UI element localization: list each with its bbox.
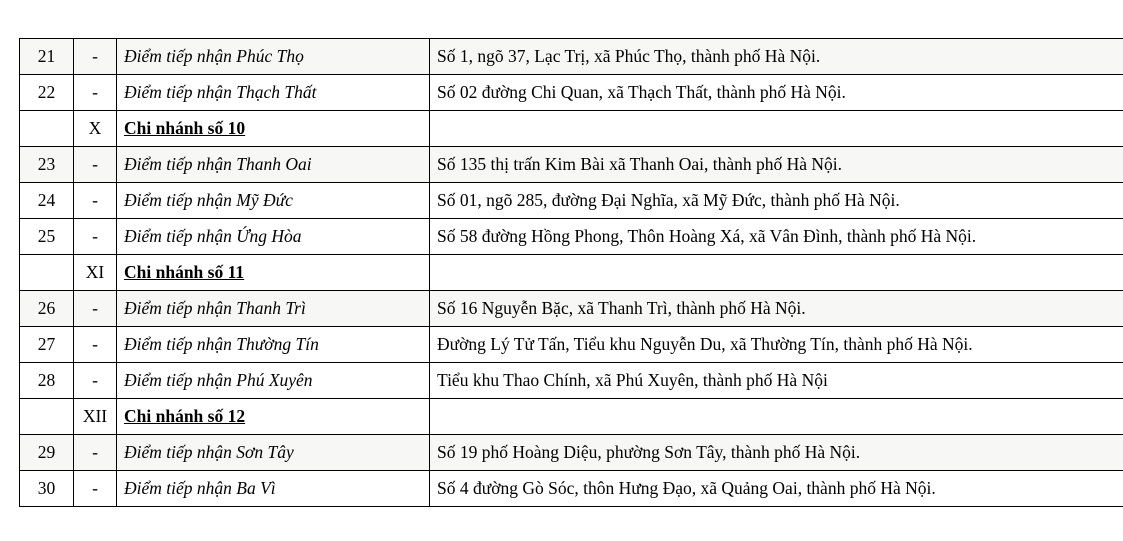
- branch-name-text: Chi nhánh số 10: [124, 117, 246, 138]
- row-name: [117, 75, 430, 111]
- row-number: 29: [20, 435, 74, 471]
- row-name: [117, 219, 430, 255]
- row-address: Số 58 đường Hồng Phong, Thôn Hoàng Xá, xã Vân Đình, thành phố Hà Nội.: [430, 219, 1123, 255]
- row-name: [117, 183, 430, 219]
- row-name-text: Điểm tiếp nhận Sơn Tây: [124, 441, 294, 462]
- row-name: [117, 291, 430, 327]
- row-mark: -: [74, 471, 117, 507]
- row-name-text: Điểm tiếp nhận Thanh Trì: [124, 297, 306, 318]
- row-number: 23: [20, 147, 74, 183]
- row-number: 21: [20, 39, 74, 75]
- branch-row: [20, 255, 1123, 291]
- table-body: [20, 39, 1123, 507]
- row-name-text: Điểm tiếp nhận Ba Vì: [124, 477, 276, 498]
- row-name-text: Điểm tiếp nhận Phú Xuyên: [124, 369, 313, 390]
- branch-name: [117, 399, 430, 435]
- row-name: [117, 471, 430, 507]
- row-address: [430, 111, 1123, 147]
- row-name: [117, 327, 430, 363]
- row-name-text: Điểm tiếp nhận Thường Tín: [124, 333, 319, 354]
- row-address: [430, 399, 1123, 435]
- table-row: [20, 435, 1123, 471]
- row-name-text: Điểm tiếp nhận Thanh Oai: [124, 153, 312, 174]
- row-mark: -: [74, 363, 117, 399]
- row-mark: -: [74, 75, 117, 111]
- row-address: Số 02 đường Chi Quan, xã Thạch Thất, thành phố Hà Nội.: [430, 75, 1123, 111]
- row-mark: XI: [74, 255, 117, 291]
- row-name: [117, 435, 430, 471]
- row-mark: -: [74, 39, 117, 75]
- row-mark: -: [74, 183, 117, 219]
- row-number: [20, 399, 74, 435]
- branch-name: [117, 255, 430, 291]
- row-number: [20, 111, 74, 147]
- row-number: 22: [20, 75, 74, 111]
- row-address: [430, 255, 1123, 291]
- row-address: Số 1, ngõ 37, Lạc Trị, xã Phúc Thọ, thành phố Hà Nội.: [430, 39, 1123, 75]
- table-row: [20, 363, 1123, 399]
- row-name-text: Điểm tiếp nhận Thạch Thất: [124, 81, 317, 102]
- row-name-text: Điểm tiếp nhận Ứng Hòa: [124, 225, 302, 246]
- table-row: [20, 291, 1123, 327]
- row-mark: XII: [74, 399, 117, 435]
- branch-row: [20, 111, 1123, 147]
- row-number: [20, 255, 74, 291]
- row-mark: -: [74, 219, 117, 255]
- row-address: Tiểu khu Thao Chính, xã Phú Xuyên, thành phố Hà Nội: [430, 363, 1123, 399]
- row-address: Số 4 đường Gò Sóc, thôn Hưng Đạo, xã Quảng Oai, thành phố Hà Nội.: [430, 471, 1123, 507]
- row-name: [117, 363, 430, 399]
- row-number: 25: [20, 219, 74, 255]
- row-mark: -: [74, 435, 117, 471]
- row-name-text: Điểm tiếp nhận Phúc Thọ: [124, 45, 304, 66]
- row-number: 24: [20, 183, 74, 219]
- row-address: Số 19 phố Hoàng Diệu, phường Sơn Tây, thành phố Hà Nội.: [430, 435, 1123, 471]
- row-mark: X: [74, 111, 117, 147]
- row-name: [117, 147, 430, 183]
- row-mark: -: [74, 327, 117, 363]
- row-address: Số 135 thị trấn Kim Bài xã Thanh Oai, thành phố Hà Nội.: [430, 147, 1123, 183]
- branch-name-text: Chi nhánh số 11: [124, 261, 245, 282]
- row-number: 28: [20, 363, 74, 399]
- table-row: [20, 327, 1123, 363]
- row-address: Số 16 Nguyễn Bặc, xã Thanh Trì, thành phố Hà Nội.: [430, 291, 1123, 327]
- branch-name: [117, 111, 430, 147]
- table-row: [20, 75, 1123, 111]
- table-row: [20, 147, 1123, 183]
- table-row: [20, 219, 1123, 255]
- row-number: 27: [20, 327, 74, 363]
- branch-name-text: Chi nhánh số 12: [124, 405, 246, 426]
- row-number: 26: [20, 291, 74, 327]
- table-row: [20, 39, 1123, 75]
- row-address: Đường Lý Tử Tấn, Tiểu khu Nguyễn Du, xã Thường Tín, thành phố Hà Nội.: [430, 327, 1123, 363]
- branch-row: [20, 399, 1123, 435]
- row-name-text: Điểm tiếp nhận Mỹ Đức: [124, 189, 293, 210]
- row-mark: -: [74, 147, 117, 183]
- row-number: 30: [20, 471, 74, 507]
- reception-points-table: [19, 38, 1123, 507]
- row-mark: -: [74, 291, 117, 327]
- row-name: [117, 39, 430, 75]
- table-row: [20, 183, 1123, 219]
- table-row: [20, 471, 1123, 507]
- row-address: Số 01, ngõ 285, đường Đại Nghĩa, xã Mỹ Đức, thành phố Hà Nội.: [430, 183, 1123, 219]
